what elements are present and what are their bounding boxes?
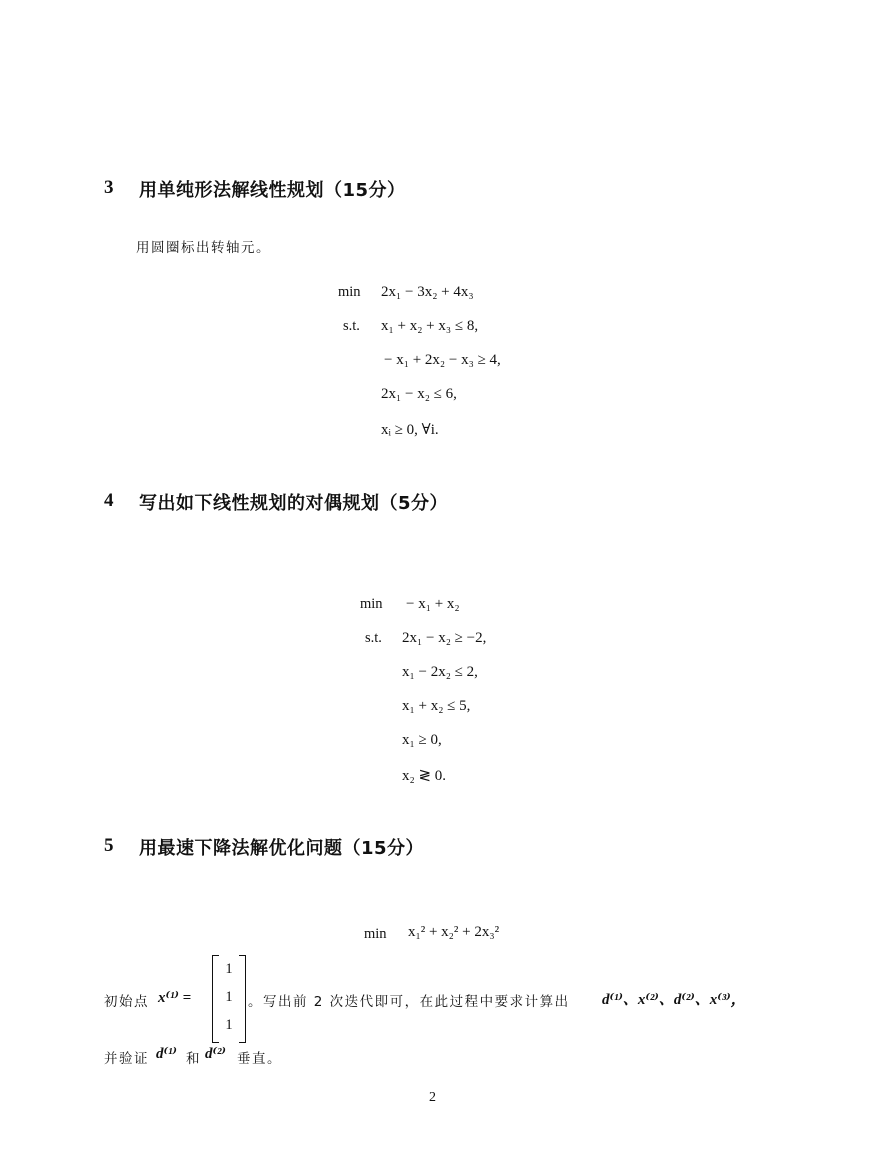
section-3-title: 用单纯形法解线性规划（15分） bbox=[139, 180, 406, 201]
lp4-constraint-3: x₁ + x₂ ≤ 5, bbox=[402, 698, 471, 714]
lp3-constraint-3: 2x₁ − x₂ ≤ 6, bbox=[381, 386, 457, 402]
lp4-constraint-5: x₂ ≷ 0. bbox=[402, 768, 447, 784]
lp3-min-label: min bbox=[338, 284, 361, 300]
verify-and: 和 bbox=[186, 1051, 201, 1067]
matrix-cell-1: 1 bbox=[225, 961, 233, 977]
lp3-constraint-4: xᵢ ≥ 0, ∀i. bbox=[381, 422, 439, 438]
start-vector-matrix bbox=[212, 955, 246, 1041]
start-vector-name: x⁽¹⁾ = bbox=[158, 990, 192, 1006]
opt5-min-label: min bbox=[364, 926, 387, 942]
verify-d1: d⁽¹⁾ bbox=[156, 1046, 177, 1062]
page-number: 2 bbox=[429, 1090, 436, 1105]
iteration-instruction: 。写出前 2 次迭代即可，在此过程中要求计算出 bbox=[248, 994, 570, 1010]
section-5-number: 5 bbox=[104, 835, 114, 856]
lp3-constraint-1: x₁ + x₂ + x₃ ≤ 8, bbox=[381, 318, 479, 334]
lp4-constraint-1: 2x₁ − x₂ ≥ −2, bbox=[402, 630, 487, 646]
section-3-instruction: 用圆圈标出转轴元。 bbox=[136, 240, 271, 256]
section-4-title: 写出如下线性规划的对偶规划（5分） bbox=[139, 493, 449, 514]
vectors-to-compute: d⁽¹⁾、x⁽²⁾、d⁽²⁾、x⁽³⁾， bbox=[602, 992, 746, 1008]
matrix-cell-2: 1 bbox=[225, 989, 233, 1005]
section-3-number: 3 bbox=[104, 177, 114, 198]
lp3-objective: 2x₁ − 3x₂ + 4x₃ bbox=[381, 284, 474, 300]
lp4-min-label: min bbox=[360, 596, 383, 612]
verify-d2: d⁽²⁾ bbox=[205, 1046, 226, 1062]
lp3-constraint-2: − x₁ + 2x₂ − x₃ ≥ 4, bbox=[384, 352, 501, 368]
lp4-constraint-2: x₁ − 2x₂ ≤ 2, bbox=[402, 664, 478, 680]
section-5-title: 用最速下降法解优化问题（15分） bbox=[139, 838, 425, 859]
matrix-cell-3: 1 bbox=[225, 1017, 233, 1033]
section-4-number: 4 bbox=[104, 490, 114, 511]
verify-suffix: 垂直。 bbox=[237, 1051, 282, 1067]
lp4-objective: − x₁ + x₂ bbox=[406, 596, 460, 612]
start-point-label: 初始点 bbox=[104, 994, 149, 1010]
verify-prefix: 并验证 bbox=[104, 1051, 149, 1067]
lp4-constraint-4: x₁ ≥ 0, bbox=[402, 732, 442, 748]
lp3-st-label: s.t. bbox=[343, 318, 360, 334]
opt5-objective: x₁² + x₂² + 2x₃² bbox=[408, 924, 500, 940]
lp4-st-label: s.t. bbox=[365, 630, 382, 646]
